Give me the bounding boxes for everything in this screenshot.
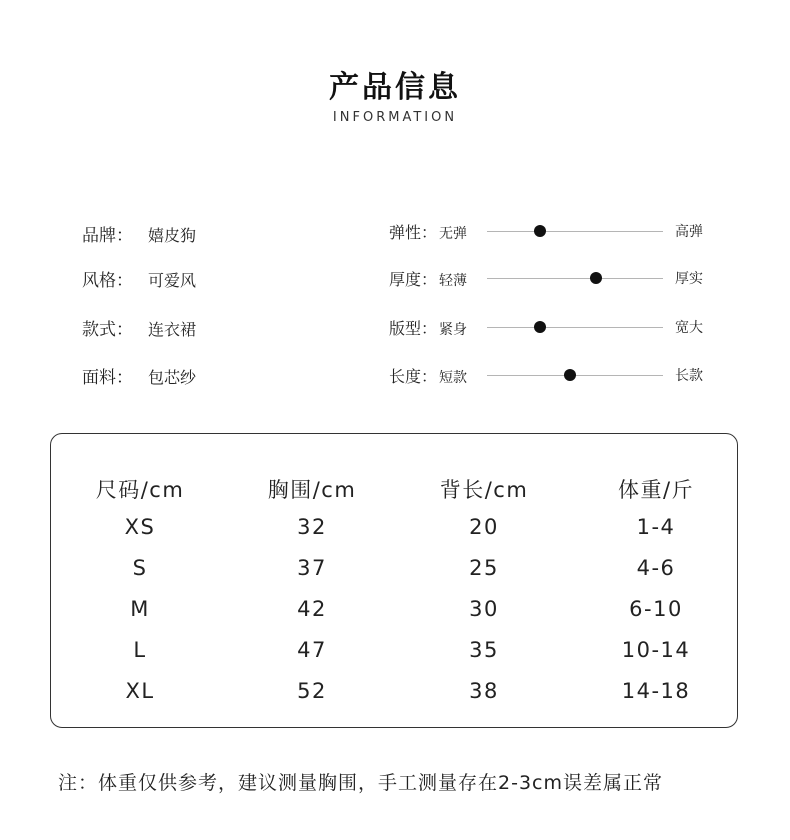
table-cell: 38 xyxy=(469,679,499,703)
scale-knob xyxy=(590,272,602,284)
scale-knob xyxy=(564,369,576,381)
scale-label: 弹性： xyxy=(389,223,438,242)
scale-low-label: 短款 xyxy=(439,370,468,386)
page-subtitle: INFORMATION xyxy=(332,110,458,125)
scale-high-label: 宽大 xyxy=(675,320,703,336)
scale-fit-label xyxy=(389,316,467,339)
table-cell: 35 xyxy=(469,638,499,662)
scale-label: 长度： xyxy=(389,367,438,386)
measurement-note: 注：体重仅供参考，建议测量胸围，手工测量存在2-3cm误差属正常 xyxy=(58,772,663,794)
table-cell: S xyxy=(132,556,148,580)
table-cell: 32 xyxy=(297,515,327,539)
scale-high-label: 高弹 xyxy=(675,224,703,240)
table-header-size: 尺码/cm xyxy=(95,478,185,502)
attribute-style xyxy=(82,266,196,291)
attribute-fabric xyxy=(82,363,196,388)
attribute-label: 品牌： xyxy=(82,226,133,246)
attribute-type xyxy=(82,315,196,340)
attribute-label: 风格： xyxy=(82,271,133,291)
attribute-value: 包芯纱 xyxy=(148,368,197,387)
table-cell: 4-6 xyxy=(636,556,676,580)
scale-knob xyxy=(534,321,546,333)
table-cell: 47 xyxy=(297,638,327,662)
table-cell: M xyxy=(130,597,150,621)
scale-low-label: 紧身 xyxy=(439,322,468,338)
table-header-back: 背长/cm xyxy=(439,478,529,502)
attribute-value: 连衣裙 xyxy=(148,320,197,339)
table-cell: 14-18 xyxy=(621,679,691,703)
table-cell: 37 xyxy=(297,556,327,580)
scale-length-track xyxy=(487,375,663,376)
scale-thickness-track xyxy=(487,278,663,279)
table-cell: 30 xyxy=(469,597,499,621)
page-title: 产品信息 xyxy=(329,70,461,105)
scale-knob xyxy=(534,225,546,237)
table-header-weight: 体重/斤 xyxy=(617,478,695,502)
table-cell: 1-4 xyxy=(636,515,676,539)
attribute-brand xyxy=(82,221,196,246)
table-cell: 42 xyxy=(297,597,327,621)
table-cell: 20 xyxy=(469,515,499,539)
attribute-value: 可爱风 xyxy=(148,271,197,290)
table-cell: XS xyxy=(124,515,156,539)
table-cell: 52 xyxy=(297,679,327,703)
scale-elasticity-label xyxy=(389,220,467,243)
scale-high-label: 长款 xyxy=(675,368,703,384)
table-cell: 25 xyxy=(469,556,499,580)
scale-low-label: 无弹 xyxy=(439,226,468,242)
scale-elasticity-track xyxy=(487,231,663,232)
table-cell: XL xyxy=(125,679,155,703)
scale-low-label: 轻薄 xyxy=(439,273,468,289)
table-cell: L xyxy=(133,638,147,662)
scale-high-label: 厚实 xyxy=(675,271,703,287)
scale-label: 版型： xyxy=(389,319,438,338)
attribute-label: 面料： xyxy=(82,368,133,388)
attribute-label: 款式： xyxy=(82,320,133,340)
table-cell: 6-10 xyxy=(629,597,683,621)
scale-length-label xyxy=(389,364,467,387)
scale-fit-track xyxy=(487,327,663,328)
scale-label: 厚度： xyxy=(389,270,438,289)
scale-thickness-label xyxy=(389,267,467,290)
table-header-chest: 胸围/cm xyxy=(267,478,357,502)
attribute-value: 嬉皮狗 xyxy=(148,226,197,245)
table-cell: 10-14 xyxy=(621,638,691,662)
